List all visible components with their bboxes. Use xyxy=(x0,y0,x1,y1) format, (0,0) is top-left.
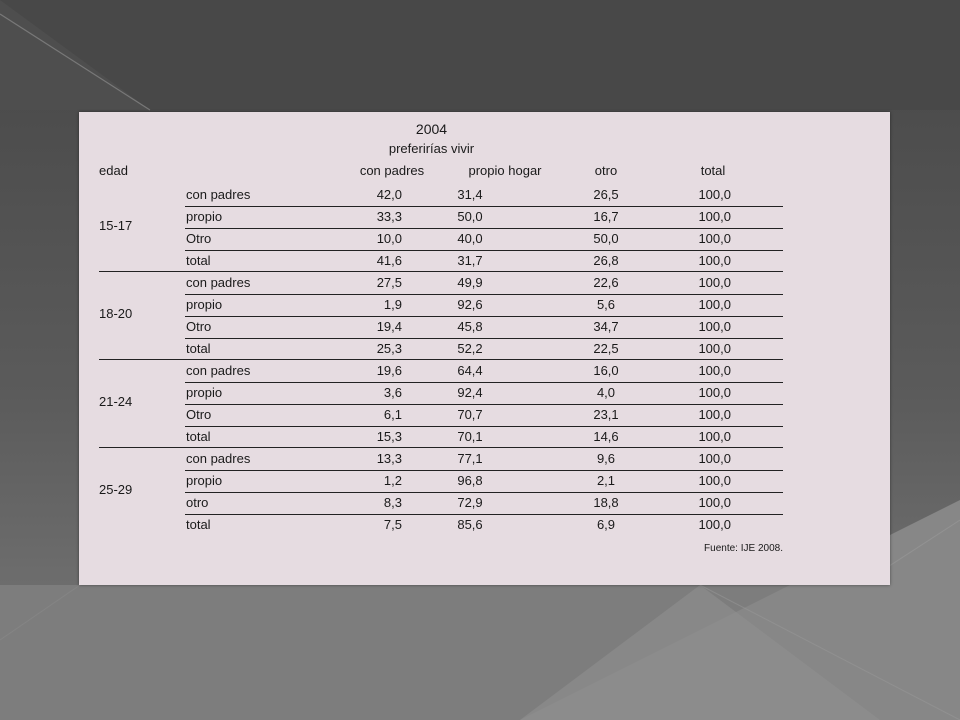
table-cell: 40,0 xyxy=(457,231,483,246)
table-year: 2004 xyxy=(415,121,448,137)
table-cell: 92,4 xyxy=(457,385,483,400)
table-cell: 77,1 xyxy=(457,451,483,466)
table-cell: 2,1 xyxy=(596,473,616,488)
table-subtitle: preferirías vivir xyxy=(388,141,475,156)
row-category: total xyxy=(186,429,211,444)
table-cell: 6,1 xyxy=(383,407,402,422)
row-category: total xyxy=(186,253,211,268)
table-cell: 64,4 xyxy=(457,363,483,378)
table-cell: 100,0 xyxy=(698,363,731,378)
row-category: con padres xyxy=(186,187,251,202)
table-cell: 100,0 xyxy=(698,231,731,246)
table-cell: 52,2 xyxy=(457,341,483,356)
table-cell: 27,5 xyxy=(376,275,402,290)
table-cell: 45,8 xyxy=(457,319,483,334)
age-group-label: 21-24 xyxy=(99,394,133,409)
table-cell: 100,0 xyxy=(698,451,731,466)
table-cell: 3,6 xyxy=(383,385,402,400)
table-cell: 100,0 xyxy=(698,275,731,290)
column-header-con-padres: con padres xyxy=(359,163,425,178)
table-cell: 18,8 xyxy=(593,495,619,510)
table-cell: 26,5 xyxy=(593,187,619,202)
table-cell: 72,9 xyxy=(457,495,483,510)
table-cell: 16,0 xyxy=(593,363,619,378)
table-cell: 33,3 xyxy=(376,209,402,224)
column-header-total: total xyxy=(700,163,726,178)
age-group-label: 18-20 xyxy=(99,306,133,321)
table-cell: 4,0 xyxy=(596,385,616,400)
table-card xyxy=(79,112,890,585)
column-header-propio-hogar: propio hogar xyxy=(468,163,542,178)
row-category: otro xyxy=(186,495,209,510)
table-cell: 22,5 xyxy=(593,341,619,356)
table-cell: 85,6 xyxy=(457,517,483,532)
row-divider xyxy=(185,382,783,383)
row-category: Otro xyxy=(186,407,212,422)
row-category: total xyxy=(186,341,211,356)
table-cell: 100,0 xyxy=(698,319,731,334)
age-group-label: 15-17 xyxy=(99,218,133,233)
table-cell: 100,0 xyxy=(698,341,731,356)
source-note: Fuente: IJE 2008. xyxy=(704,543,783,554)
table-cell: 14,6 xyxy=(593,429,619,444)
row-category: propio xyxy=(186,209,223,224)
table-cell: 9,6 xyxy=(596,451,616,466)
table-cell: 92,6 xyxy=(457,297,483,312)
table-cell: 22,6 xyxy=(593,275,619,290)
row-divider xyxy=(185,492,783,493)
table-cell: 6,9 xyxy=(596,517,616,532)
row-category: propio xyxy=(186,385,223,400)
table-cell: 100,0 xyxy=(698,385,731,400)
table-cell: 96,8 xyxy=(457,473,483,488)
table-cell: 100,0 xyxy=(698,187,731,202)
table-cell: 70,7 xyxy=(457,407,483,422)
row-divider xyxy=(185,404,783,405)
table-cell: 100,0 xyxy=(698,407,731,422)
row-divider xyxy=(185,316,783,317)
row-divider xyxy=(185,250,783,251)
row-divider xyxy=(185,206,783,207)
table-cell: 8,3 xyxy=(383,495,402,510)
table-cell: 100,0 xyxy=(698,473,731,488)
table-cell: 25,3 xyxy=(376,341,402,356)
table-cell: 1,9 xyxy=(383,297,402,312)
table-cell: 19,6 xyxy=(376,363,402,378)
table-cell: 100,0 xyxy=(698,517,731,532)
table-cell: 10,0 xyxy=(376,231,402,246)
row-category: con padres xyxy=(186,451,251,466)
table-cell: 50,0 xyxy=(457,209,483,224)
table-cell: 16,7 xyxy=(593,209,619,224)
row-divider xyxy=(185,294,783,295)
row-divider xyxy=(185,426,783,427)
column-header-otro: otro xyxy=(594,163,618,178)
group-divider xyxy=(99,359,783,360)
table-cell: 100,0 xyxy=(698,495,731,510)
table-cell: 31,7 xyxy=(457,253,483,268)
table-cell: 5,6 xyxy=(596,297,616,312)
row-category: Otro xyxy=(186,231,212,246)
table-cell: 19,4 xyxy=(376,319,402,334)
table-cell: 42,0 xyxy=(376,187,402,202)
table-cell: 100,0 xyxy=(698,253,731,268)
row-category: total xyxy=(186,517,211,532)
row-divider xyxy=(185,228,783,229)
row-divider xyxy=(185,470,783,471)
table-cell: 100,0 xyxy=(698,209,731,224)
table-cell: 31,4 xyxy=(457,187,483,202)
table-cell: 34,7 xyxy=(593,319,619,334)
table-cell: 100,0 xyxy=(698,429,731,444)
table-cell: 26,8 xyxy=(593,253,619,268)
row-category: con padres xyxy=(186,275,251,290)
row-category: propio xyxy=(186,297,223,312)
table-cell: 23,1 xyxy=(593,407,619,422)
group-divider xyxy=(99,447,783,448)
group-divider xyxy=(99,271,783,272)
table-cell: 49,9 xyxy=(457,275,483,290)
row-category: con padres xyxy=(186,363,251,378)
table-cell: 1,2 xyxy=(383,473,402,488)
row-category: Otro xyxy=(186,319,212,334)
table-cell: 70,1 xyxy=(457,429,483,444)
row-divider xyxy=(185,514,783,515)
row-category: propio xyxy=(186,473,223,488)
table-cell: 41,6 xyxy=(376,253,402,268)
table-cell: 100,0 xyxy=(698,297,731,312)
edad-column-header: edad xyxy=(99,163,128,178)
table-cell: 7,5 xyxy=(383,517,402,532)
table-cell: 15,3 xyxy=(376,429,402,444)
table-cell: 50,0 xyxy=(593,231,619,246)
table-cell: 13,3 xyxy=(376,451,402,466)
age-group-label: 25-29 xyxy=(99,482,133,497)
row-divider xyxy=(185,338,783,339)
